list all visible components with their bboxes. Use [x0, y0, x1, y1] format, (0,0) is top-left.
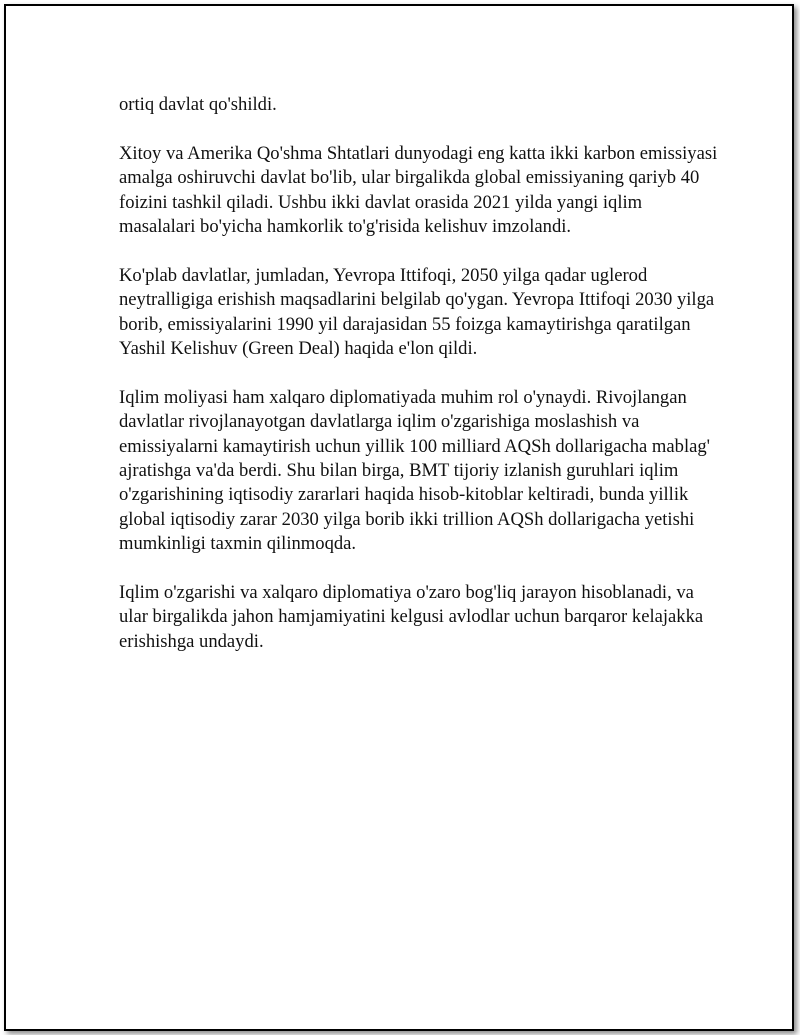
- document-body: [119, 93, 719, 679]
- document-page: [4, 4, 794, 1031]
- paragraph-china-usa: Xitoy va Amerika Qo'shma Shtatlari dunyodagi eng katta ikki karbon emissiyasi amalga oshiruvchi davlat bo'lib, ular birgalikda global emissiyaning qariyb 40 foizini tashkil qiladi. Ushbu ikki davlat orasida 2021 yilda yangi iqlim masalalari bo'yicha hamkorlik to'g'risida kelishuv imzolandi.: [119, 142, 718, 238]
- paragraph-climate-finance: Iqlim moliyasi ham xalqaro diplomatiyada muhim rol o'ynaydi. Rivojlangan davlatlar rivojlanayotgan davlatlarga iqlim o'zgarishiga moslashish va emissiyalarni kamaytirish uchun yillik 100 milliard AQSh dollarigacha mablag' ajratishga va'da berdi. Shu bilan birga, BMT tijoriy izlanish guruhlari iqlim o'zgarishining iqtisodiy zararlari haqida hisob-kitoblar keltiradi, bunda yillik global iqtisodiy zarar 2030 yilga borib ikki trillion AQSh dollarigacha yetishi mumkinligi taxmin qilinmoqda.: [119, 386, 711, 555]
- paragraph-european-union: Ko'plab davlatlar, jumladan, Yevropa Ittifoqi, 2050 yilga qadar uglerod neytralligiga erishish maqsadlarini belgilab qo'ygan. Yevropa Ittifoqi 2030 yilga borib, emissiyalarini 1990 yil darajasidan 55 foizga kamaytirishga qaratilgan Yashil Kelishuv (Green Deal) haqida e'lon qildi.: [119, 264, 715, 360]
- paragraph-conclusion: Iqlim o'zgarishi va xalqaro diplomatiya o'zaro bog'liq jarayon hisoblanadi, va ular birgalikda jahon hamjamiyatini kelgusi avlodlar uchun barqaror kelajakka erishishga undaydi.: [119, 582, 704, 652]
- paragraph-continuation: ortiq davlat qo'shildi.: [119, 94, 277, 115]
